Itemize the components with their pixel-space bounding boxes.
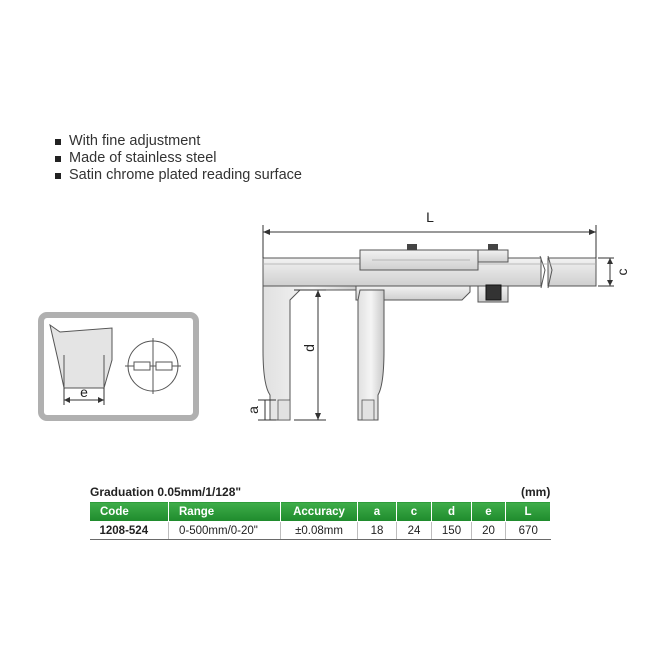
dimension-label-L: L bbox=[426, 209, 434, 225]
column-header: Code bbox=[90, 502, 169, 522]
column-header: d bbox=[432, 502, 472, 522]
cell-d: 150 bbox=[432, 522, 472, 540]
feature-item: With fine adjustment bbox=[55, 133, 302, 150]
cell-L: 670 bbox=[506, 522, 551, 540]
table-header-row bbox=[90, 502, 551, 522]
dimension-label-e: e bbox=[80, 384, 88, 400]
column-header: e bbox=[472, 502, 506, 522]
detail-inset bbox=[41, 315, 196, 418]
cell-a: 18 bbox=[358, 522, 397, 540]
unit-label: (mm) bbox=[521, 485, 551, 499]
table-row bbox=[90, 522, 551, 540]
fine-adjust-wheel-icon bbox=[486, 285, 501, 300]
graduation-label: Graduation 0.05mm/1/128" bbox=[90, 485, 242, 499]
cell-code: 1208-524 bbox=[90, 522, 169, 540]
cell-e: 20 bbox=[472, 522, 506, 540]
dimension-label-a: a bbox=[245, 406, 261, 414]
lock-screw-icon bbox=[488, 244, 498, 250]
column-header: L bbox=[506, 502, 551, 522]
feature-item: Made of stainless steel bbox=[55, 150, 302, 167]
column-header: Range bbox=[169, 502, 281, 522]
column-header: Accuracy bbox=[281, 502, 358, 522]
lock-screw-icon bbox=[407, 244, 417, 250]
cell-accuracy: ±0.08mm bbox=[281, 522, 358, 540]
cell-range: 0-500mm/0-20" bbox=[169, 522, 281, 540]
dimension-label-d: d bbox=[301, 344, 317, 352]
feature-item: Satin chrome plated reading surface bbox=[55, 167, 302, 184]
cell-c: 24 bbox=[397, 522, 432, 540]
column-header: c bbox=[397, 502, 432, 522]
spec-table bbox=[89, 501, 551, 540]
dimension-label-c: c bbox=[614, 268, 630, 276]
column-header: a bbox=[358, 502, 397, 522]
